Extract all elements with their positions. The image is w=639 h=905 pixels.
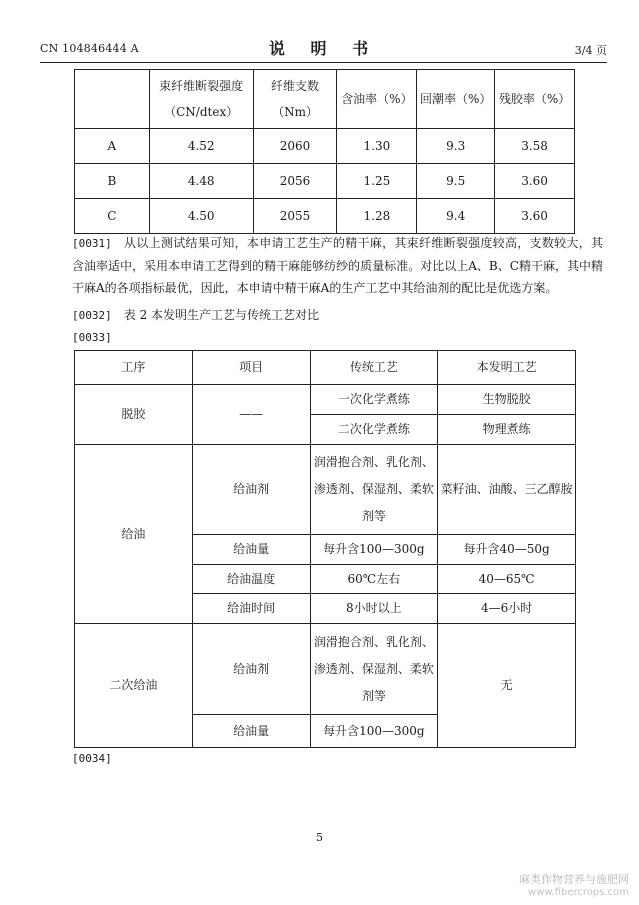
table-cell: 2055 <box>253 199 337 234</box>
table-cell: 9.4 <box>417 199 495 234</box>
table-cell: 1.25 <box>337 164 417 199</box>
header-cell-oil-content: 含油率（%） <box>337 70 417 129</box>
table-cell: 2056 <box>253 164 337 199</box>
header-cell-process: 工序 <box>75 351 193 385</box>
item-cell: 给油剂 <box>192 445 310 535</box>
table-cell: 9.5 <box>417 164 495 199</box>
table-cell: 60℃左右 <box>310 565 438 594</box>
page-number: 5 <box>316 831 323 844</box>
page-indicator: 3/4 页 <box>574 44 607 57</box>
item-cell: 给油温度 <box>192 565 310 594</box>
table-cell: 4.52 <box>149 129 253 164</box>
table-cell: 3.60 <box>495 164 575 199</box>
table-row <box>75 129 575 164</box>
publication-number: CN 104846444 A <box>40 42 139 55</box>
table-cell: 2060 <box>253 129 337 164</box>
table-cell: 4.50 <box>149 199 253 234</box>
table-row <box>75 164 575 199</box>
paragraph-0031 <box>72 232 603 299</box>
table-cell: 3.58 <box>495 129 575 164</box>
header-cell-strength: 束纤维断裂强度（CN/dtex） <box>149 70 253 129</box>
table-cell: 润滑抱合剂、乳化剂、渗透剂、保湿剂、柔软剂等 <box>310 624 438 715</box>
item-cell: 给油量 <box>192 715 310 748</box>
header-divider <box>40 62 607 63</box>
item-cell: 给油量 <box>192 535 310 565</box>
process-degumming: 脱胶 <box>75 385 193 445</box>
table-cell: 每升含100—300g <box>310 715 438 748</box>
table-row <box>75 624 576 715</box>
table-cell: 1.30 <box>337 129 417 164</box>
sample-label: A <box>75 129 150 164</box>
header-cell-item: 项目 <box>192 351 310 385</box>
table-cell: 1.28 <box>337 199 417 234</box>
watermark-url: www.fibercrops.com <box>527 887 629 898</box>
paragraph-number: [0033] <box>72 331 112 344</box>
table-header-row <box>75 70 575 129</box>
table-cell: 一次化学煮练 <box>310 385 438 415</box>
sample-label: C <box>75 199 150 234</box>
table-row <box>75 445 576 535</box>
paragraph-number: [0032] <box>72 309 112 322</box>
table-cell: 物理煮练 <box>438 415 576 445</box>
item-cell: 给油时间 <box>192 594 310 624</box>
header-cell-residual-gum: 残胶率（%） <box>495 70 575 129</box>
table-cell: 菜籽油、油酸、三乙醇胺 <box>438 445 576 535</box>
item-cell: —— <box>192 385 310 445</box>
paragraph-text: 从以上测试结果可知，本申请工艺生产的精干麻，其束纤维断裂强度较高，支数较大，其含油率适中，采用本申请工艺得到的精干麻能够纺纱的质量标准。对比以上A、B、C精干麻，其中精干麻A的各项指标最优，因此，本申请中精干麻A的生产工艺中其给油剂的配比是优选方案。 <box>72 236 603 295</box>
header-cell-traditional: 传统工艺 <box>310 351 438 385</box>
table-caption: 表 2 本发明生产工艺与传统工艺对比 <box>123 308 320 322</box>
header-cell-invention: 本发明工艺 <box>438 351 576 385</box>
table-cell: 每升含100—300g <box>310 535 438 565</box>
table-cell: 润滑抱合剂、乳化剂、渗透剂、保湿剂、柔软剂等 <box>310 445 438 535</box>
paragraph-0033 <box>72 326 603 349</box>
table-cell: 4.48 <box>149 164 253 199</box>
sample-label: B <box>75 164 150 199</box>
table-cell: 3.60 <box>495 199 575 234</box>
table-cell: 40—65℃ <box>438 565 576 594</box>
table-cell: 生物脱胶 <box>438 385 576 415</box>
table-header-row <box>75 351 576 385</box>
table-cell: 每升含40—50g <box>438 535 576 565</box>
table-cell: 4—6小时 <box>438 594 576 624</box>
table-row <box>75 385 576 415</box>
table-cell: 8小时以上 <box>310 594 438 624</box>
table-row <box>75 199 575 234</box>
paragraph-0034 <box>72 747 603 770</box>
paragraph-number: [0034] <box>72 752 112 765</box>
header-cell-count: 纤维支数（Nm） <box>253 70 337 129</box>
process-comparison-table <box>74 350 576 748</box>
watermark-site-name: 麻类作物营养与施肥网 <box>519 873 629 886</box>
paragraph-number: [0031] <box>72 237 112 250</box>
process-secondary-oiling: 二次给油 <box>75 624 193 748</box>
page-header <box>40 36 607 58</box>
table-cell: 9.3 <box>417 129 495 164</box>
table-cell: 二次化学煮练 <box>310 415 438 445</box>
test-results-table <box>74 69 575 234</box>
document-title: 说 明 书 <box>268 39 379 58</box>
process-oiling: 给油 <box>75 445 193 624</box>
table-cell: 无 <box>438 624 576 748</box>
paragraph-0032 <box>72 304 603 327</box>
header-cell-empty <box>75 70 150 129</box>
header-cell-moisture: 回潮率（%） <box>417 70 495 129</box>
item-cell: 给油剂 <box>192 624 310 715</box>
